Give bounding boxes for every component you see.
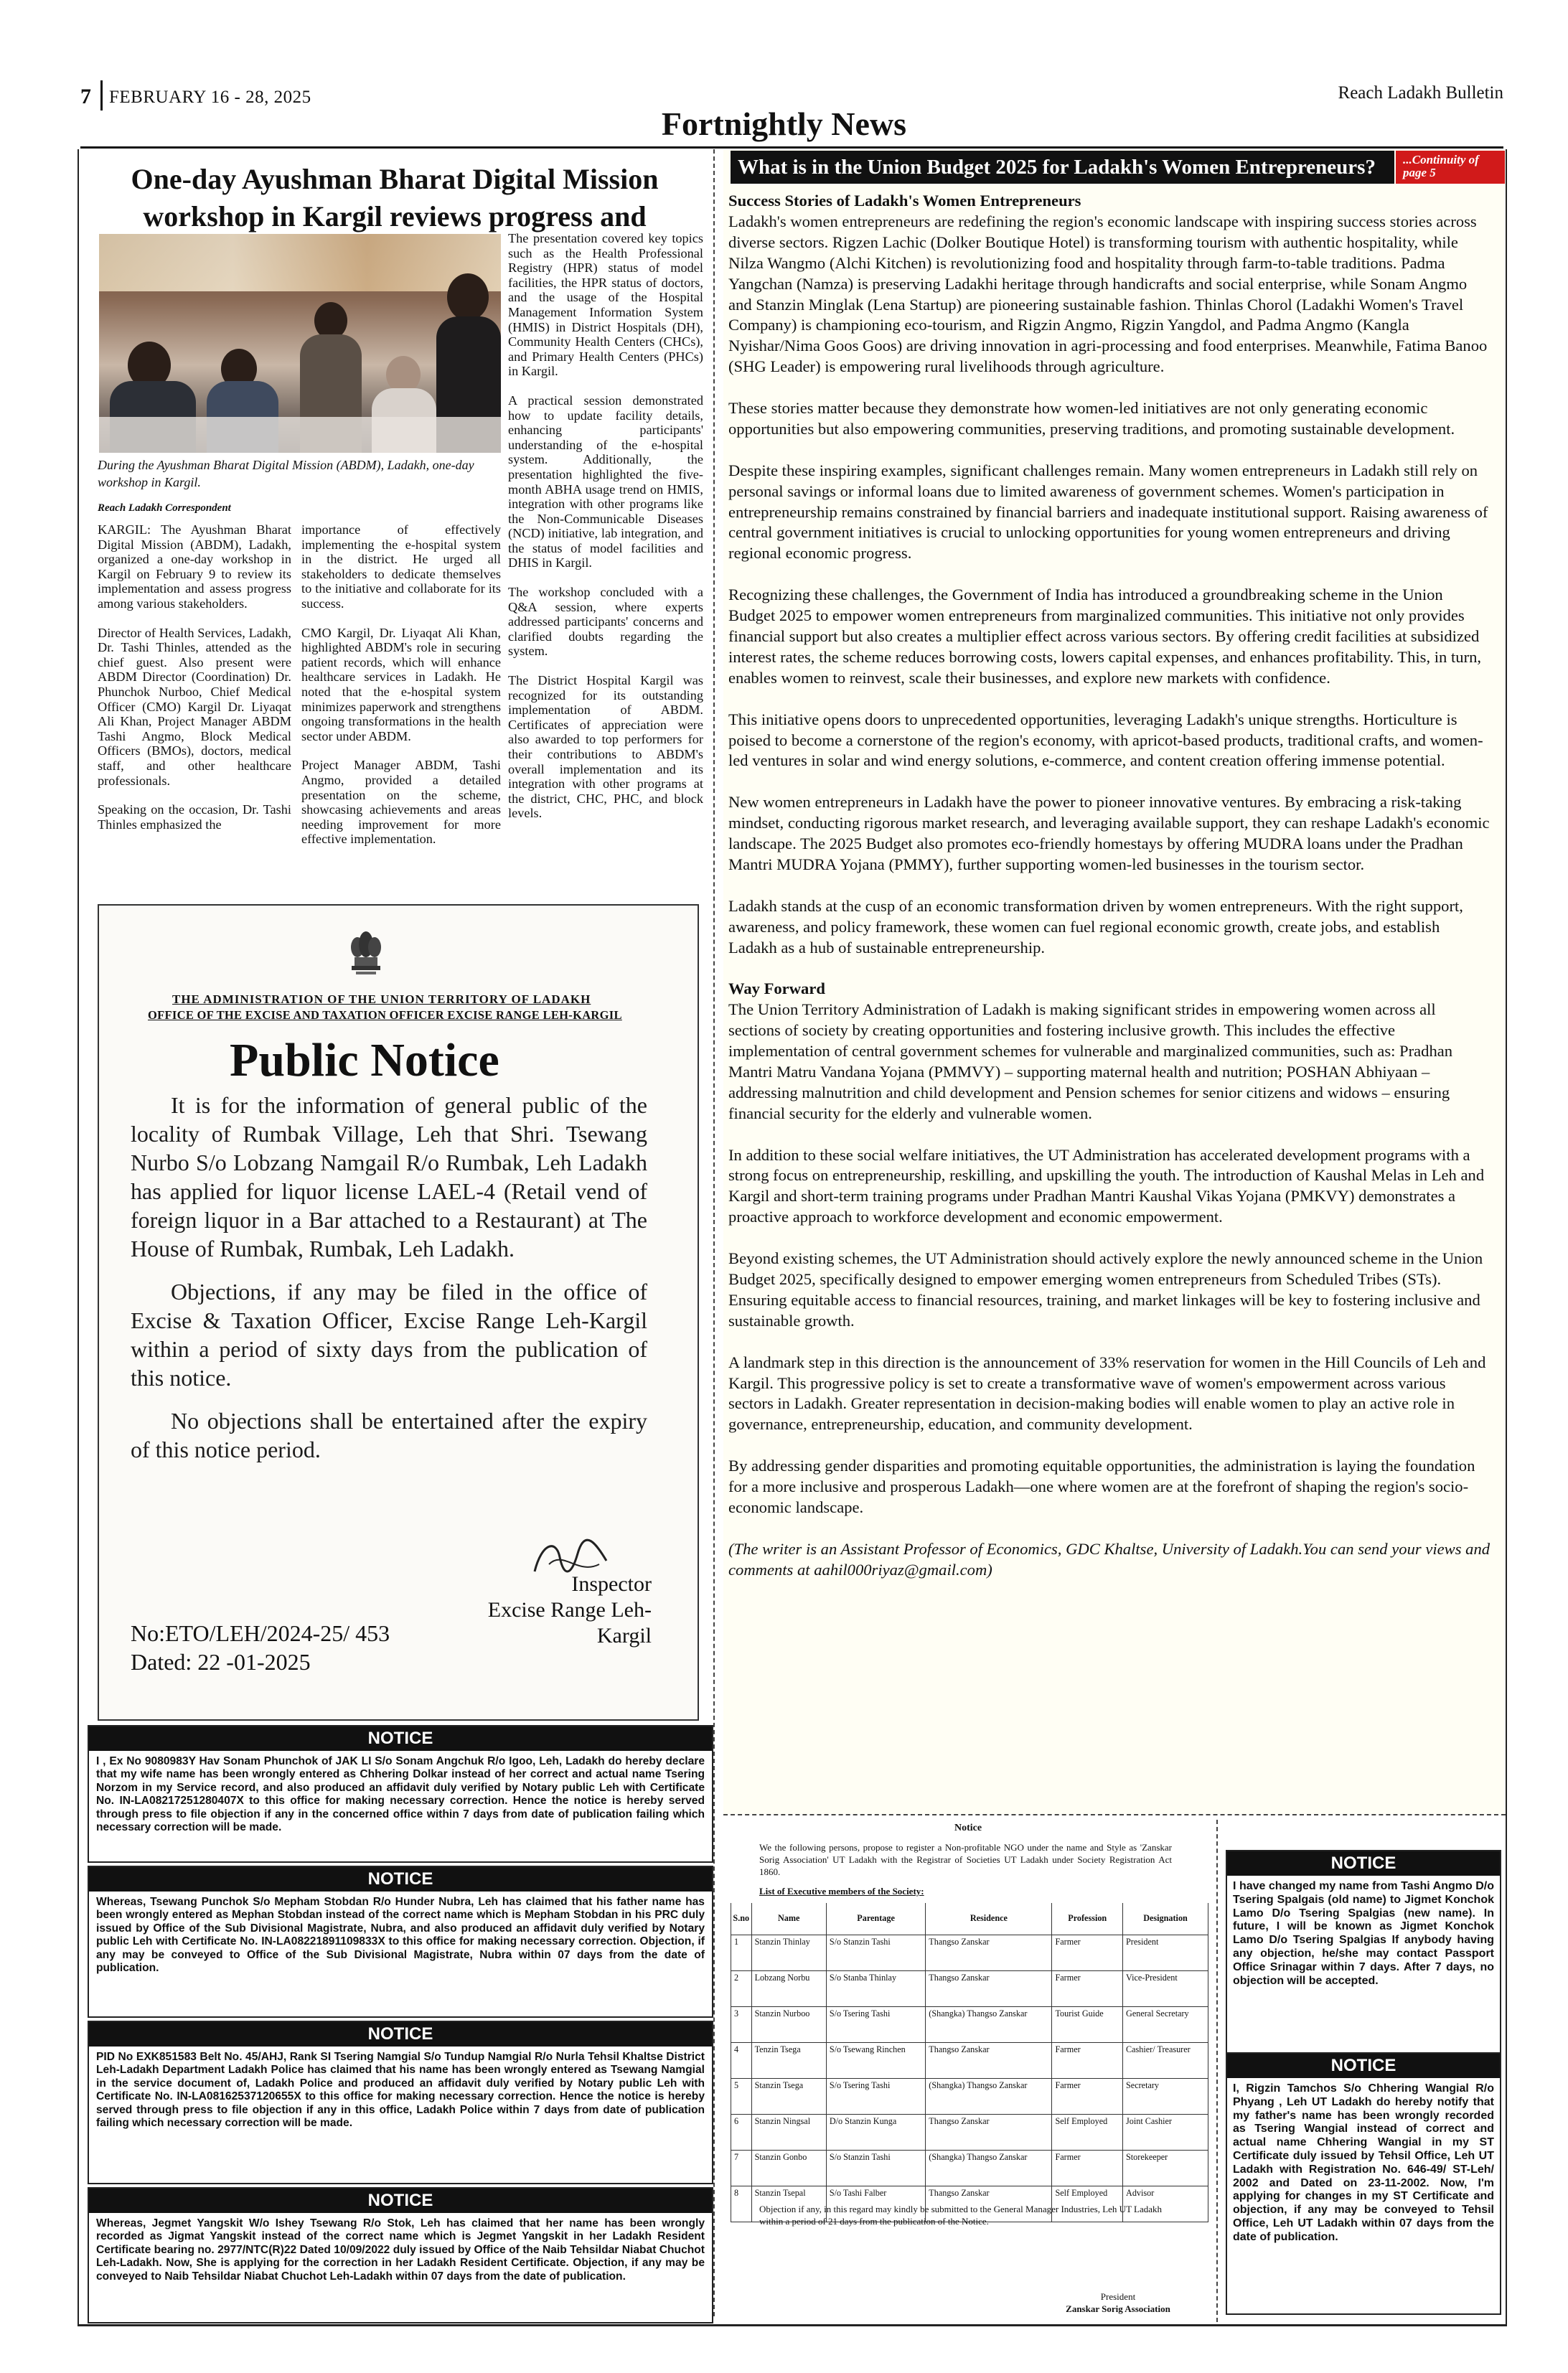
table-cell: S/o Tsering Tashi — [826, 2006, 925, 2042]
column-header: Residence — [926, 1903, 1052, 1935]
members-table — [731, 1903, 1208, 2222]
notice-block — [1226, 2052, 1501, 2315]
table-cell: Stanzin Thinlay — [751, 1935, 826, 1970]
section-title: Fortnightly News — [661, 105, 907, 142]
notice-heading: NOTICE — [89, 1867, 712, 1892]
table-cell: S/o Stanzin Tashi — [826, 1935, 925, 1970]
table-cell: 1 — [731, 1935, 752, 1970]
column-header: S.no — [731, 1903, 752, 1935]
paragraph: The District Hospital Kargil was recognized for its outstanding implementation of ABDM. Certificates of appreciation were also awarded to top performers for their contributions to ABDM's overall implementation and its integration with other programs at the district, CHC, PHC, and block levels. — [508, 673, 703, 821]
table-cell: Stanzin Tsepal — [751, 2186, 826, 2222]
paragraph: The Union Territory Administration of Ladakh is making significant strides in empowering women across all sections of society by creating opportunities and fostering inclusive growth. This includes the effective implementation of central government schemes for vulnerable and marginalized communities, such as: Pradhan Mantri Matru Vandana Yojana (PMMVY) – supporting maternal health and nutrition; POSHAN Abhiyaan – addressing malnutrition and child development and Pension schemes for senior citizens and widows – ensuring financial security for the elderly and vulnerable women. — [728, 1000, 1453, 1122]
paragraph: It is for the information of general public of the locality of Rumbak Village, Leh that Shri. Tsewang Nurbo S/o Lobzang Namgail R/o Rumbak, Leh Ladakh has applied for liquor license LAEL-4 (Retail vend of foreign liquor in a Bar attached to a Restaurant) at The House of Rumbak, Rumbak, Leh Ladakh. — [131, 1092, 647, 1261]
table-cell: S/o Tsering Tashi — [826, 2078, 925, 2114]
table-cell: President — [1123, 1935, 1208, 1970]
paragraph: The presentation covered key topics such as the Health Professional Registry (HPR) status of model facilities, the HPR status of doctors, and the usage of the Hospital Management Information System (HMIS) in District Hospitals (DH), Community Health Centers (CHCs), and Primary Health Centers (PHCs) in Kargil. — [508, 231, 703, 379]
table-cell: 5 — [731, 2078, 752, 2114]
subheading: Success Stories of Ladakh's Women Entrepreneurs — [728, 192, 1081, 210]
notice-heading: NOTICE — [1227, 1851, 1500, 1876]
article1-column-3 — [508, 231, 703, 835]
section-divider — [723, 1814, 1506, 1815]
column-header: Name — [751, 1903, 826, 1935]
public-notice-body — [131, 1091, 647, 1478]
table-cell: S/o Stanzin Tashi — [826, 2150, 925, 2186]
table-cell: Vice-President — [1123, 1970, 1208, 2006]
article1-column-2 — [301, 522, 501, 861]
table-cell: S/o Tsewang Rinchen — [826, 2042, 925, 2078]
paragraph: New women entrepreneurs in Ladakh have the power to pioneer innovative ventures. By embracing a risk-taking mindset, conducting rigorous market research, and leveraging available support, they can reshape Ladakh's economic landscape. The 2025 Budget also promotes eco-friendly homestays by offering MUDRA loans under the Pradhan Mantri MUDRA Yojana (PMMY), further supporting women-led businesses in the tourism sector. — [728, 793, 1490, 873]
table-cell: Secretary — [1123, 2078, 1208, 2114]
table-cell: Stanzin Gonbo — [751, 2150, 826, 2186]
column-divider — [713, 149, 715, 2316]
notice-block — [1226, 1850, 1501, 2058]
paragraph: Speaking on the occasion, Dr. Tashi Thinles emphasized the — [98, 802, 291, 832]
article2-headline: What is in the Union Budget 2025 for Ladakh's Women Entrepreneurs? — [731, 151, 1394, 184]
ngo-objection-note: Objection if any, in this regard may kindly be submitted to the General Manager Industries, Leh UT Ladakh within a period of 21 days from the publication of the Notice. — [759, 2204, 1163, 2227]
paragraph: Beyond existing schemes, the UT Administration should actively explore the newly announced scheme in the Union Budget 2025, specifically designed to empower emerging women entrepreneurs from Scheduled Tribes (STs). Ensuring equitable access to financial resources, training, and market linkages will be key to fostering inclusive and sustainable growth. — [728, 1249, 1483, 1330]
paragraph: These stories matter because they demonstrate how women-led initiatives are not only generating economic opportunities but also empowering communities, preserving traditions, and promoting sustainable development. — [728, 399, 1455, 438]
article1-headline: One-day Ayushman Bharat Digital Mission workshop in Kargil reviews progress and — [131, 163, 659, 232]
paragraph: No objections shall be entertained after the expiry of this notice period. — [131, 1408, 647, 1462]
paragraph: A practical session demonstrated how to update facility details, enhancing participants' understanding of the e-hospital system. Additionally, the presentation highlighted the five-month ABHA usage trend on HMIS, integration with other programs like the Non-Communicable Diseases (NCD) initiative, lab integration, and the status of model facilities and DHIS in Kargil. — [508, 393, 703, 570]
table-cell: 3 — [731, 2006, 752, 2042]
table-cell: 6 — [731, 2114, 752, 2150]
paragraph: Objections, if any may be filed in the office of Excise & Taxation Officer, Excise Range Leh-Kargil within a period of sixty days from the publication of this notice. — [131, 1279, 647, 1391]
table-cell: Thangso Zanskar — [926, 2042, 1052, 2078]
table-cell: Thangso Zanskar — [926, 2114, 1052, 2150]
notice-heading: NOTICE — [1227, 2054, 1500, 2078]
members-list-title: List of Executive members of the Society: — [759, 1886, 924, 1897]
column-header: Designation — [1123, 1903, 1208, 1935]
paragraph: importance of effectively implementing the e-hospital system in the district. He urged all stakeholders to dedicate themselves to the initiative and collaborate for its success. — [301, 522, 501, 611]
notice-reference — [131, 1619, 390, 1676]
paragraph: CMO Kargil, Dr. Liyaqat Ali Khan, highlighted ABDM's role in securing patient records, which will enhance healthcare services in Ladakh. He noted that the e-hospital system minimizes paperwork and strengthens ongoing transformations in the health sector under ABDM. — [301, 625, 501, 743]
notice-authority: THE ADMINISTRATION OF THE UNION TERRITORY OF LADAKH — [172, 992, 591, 1006]
signatory — [436, 1571, 652, 1649]
notice-block — [88, 2187, 713, 2323]
table-row — [731, 2042, 1208, 2078]
notice-text: I , Ex No 9080983Y Hav Sonam Phunchok of JAK LI S/o Sonam Angchuk R/o Igoo, Leh, Ladakh do hereby declare that my wife name has been wrongly entered as Chhering Dolkar instead of her correct and actual name Tsering Norzom in my Service record, and also produced an affidavit duly verified by Notary public Leh with Certificate No. IN-LA08217251280407X to this office for making necessary correction. Hence the notice is hereby served through press to file objection if any in the concerned office within 7 days from date of publication failing which necessary correction will be made. — [96, 1755, 705, 1834]
notice-date: Dated: 22 -01-2025 — [131, 1649, 311, 1675]
byline: Reach Ladakh Correspondent — [98, 502, 231, 514]
national-emblem-icon — [337, 926, 395, 976]
author-note: (The writer is an Assistant Professor of Economics, GDC Khaltse, University of Ladakh.You can send your views and comments at aahil000riyaz@gmail.com) — [728, 1539, 1490, 1579]
paragraph: Director of Health Services, Ladakh, Dr. Tashi Thinles, attended as the chief guest. Also present were ABDM Director (Coordination) Dr. Phunchok Nurboo, Chief Medical Officer (CMO) Kargil Dr. Liyaqat Ali Khan, Project Manager ABDM Tashi Angmo, Block Medical Officers (BMOs), doctors, medical staff, and other healthcare professionals. — [98, 625, 291, 788]
table-cell: Farmer — [1052, 2078, 1123, 2114]
article2-body — [728, 191, 1490, 1601]
notice-text: PID No EXK851583 Belt No. 45/AHJ, Rank SI Tsering Namgial S/o Tundup Namgial R/o Nurla Tehsil Khaltse District Leh-Ladakh Department Ladakh Police has claimed that his name has been wrongly entered as Tsewang Namgial in the service document of, Ladakh Police and produced an affidavit duly verified by Notary public Leh with Certificate No. IN-LA08162537120655X to this office for making necessary correction. Hence the notice is hereby served through press to file objection if any in this office, Ladakh Police within 7 days from date of publication failing which necessary correction will be made. — [96, 2051, 705, 2130]
notice-text: I, Rigzin Tamchos S/o Chhering Wangial R/o Phyang , Leh UT Ladakh do hereby notify that my father's name has been wrongly recorded as Tsering Wangial instead of correct and actual name Chhering Wangial in my ST Certificate duly issued by Tehsil Office, Leh UT Ladakh with Registration No. 646-49/ ST-Leh/ 2002 and Dated on 23-11-2002. Now, I'm applying for changes in my ST Certificate and objection, if any may be conveyed to Tehsil Office, Leh UT Ladakh within 07 days from the date of publication. — [1233, 2082, 1494, 2243]
table-cell: (Shangka) Thangso Zanskar — [926, 2006, 1052, 2042]
photo-caption: During the Ayushman Bharat Digital Mission (ABDM), Ladakh, one-day workshop in Kargil. — [98, 458, 474, 489]
paragraph: In addition to these social welfare initiatives, the UT Administration has accelerated development programs with a strong focus on entrepreneurship, reskilling, and upskilling the youth. The introduction of Kaushal Melas in Leh and Kargil and short-term training programs under Pradhan Mantri Kaushal Vikas Yojana (PMKVY) demonstrates a proactive approach to workforce development and economic empowerment. — [728, 1145, 1485, 1226]
table-cell: Advisor — [1123, 2186, 1208, 2222]
ngo-president-label: President — [1100, 2291, 1136, 2302]
table-cell: Storekeeper — [1123, 2150, 1208, 2186]
table-cell: Stanzin Nurboo — [751, 2006, 826, 2042]
table-cell: Farmer — [1052, 2042, 1123, 2078]
notice-office: OFFICE OF THE EXCISE AND TAXATION OFFICER EXCISE RANGE LEH-KARGIL — [148, 1008, 622, 1022]
article1-column-1 — [98, 522, 291, 846]
table-cell: Lobzang Norbu — [751, 1970, 826, 2006]
notice-heading: NOTICE — [89, 1726, 712, 1751]
table-cell: Tourist Guide — [1052, 2006, 1123, 2042]
members-table-body — [731, 1935, 1208, 2222]
photo-ceiling — [99, 234, 501, 291]
ngo-notice-title: Notice — [954, 1823, 982, 1833]
table-row — [731, 2006, 1208, 2042]
table-cell: S/o Tashi Falber — [826, 2186, 925, 2222]
paragraph: Recognizing these challenges, the Government of India has introduced a groundbreaking scheme in the Union Budget 2025 to empower women entrepreneurs from marginalized communities. This initiative not only provides financial support but also creates a multiplier effect across various sectors. By offering credit facilities at subsidized interest rates, the scheme reduces borrowing costs, lowers capital expenses, and enhances profitability. This, in turn, enables women to reinvest, scale their businesses, and explore new markets with confidence. — [728, 586, 1482, 687]
page-number: 7 — [80, 85, 91, 108]
table-row — [731, 2078, 1208, 2114]
table-cell: Stanzin Tsega — [751, 2078, 826, 2114]
issue-date: FEBRUARY 16 - 28, 2025 — [109, 88, 311, 107]
workshop-photo — [99, 234, 501, 453]
notice-block — [88, 2021, 713, 2184]
paragraph: Ladakh's women entrepreneurs are redefining the region's economic landscape with inspiring success stories across diverse sectors. Rigzen Lachic (Dolker Boutique Hotel) is transforming tourism with authentic hospitality, while Nilza Wangmo (Alchi Kitchen) is revolutionizing food and hospitality through farm-to-table traditions. Padma Yangchan (Namza) is preserving Ladakhi heritage through handicrafts and social enterprise, while Sonam Angmo and Stanzin Minglak (Lena Startup) are pioneering sustainable fashion. Thinlas Chorol (Ladakhi Women's Travel Company) is championing eco-tourism, and Rigzin Angmo, Rigzin Yangdol, and Padma Angmo (Kangla Nyishar/Nima Goos Goos) are driving innovation in agri-processing and food enterprises. Meanwhile, Fatima Banoo (SHG Leader) is empowering rural livelihoods through agriculture. — [728, 212, 1488, 376]
public-notice-title: Public Notice — [230, 1034, 499, 1086]
table-row — [731, 1935, 1208, 1970]
paragraph: By addressing gender disparities and promoting equitable opportunities, the administration is laying the foundation for a more inclusive and prosperous Ladakh—one where women are at the forefront of shaping the region's socio-economic landscape. — [728, 1457, 1475, 1516]
paragraph: Project Manager ABDM, Tashi Angmo, provided a detailed presentation on the scheme, showcasing achievements and areas needing improvement for more effective implementation. — [301, 758, 501, 847]
table-cell: Stanzin Ningsal — [751, 2114, 826, 2150]
table-cell: Farmer — [1052, 2150, 1123, 2186]
table-cell: Self Employed — [1052, 2114, 1123, 2150]
table-row — [731, 2114, 1208, 2150]
paragraph: A landmark step in this direction is the announcement of 33% reservation for women in the Hill Councils of Leh and Kargil. This progressive policy is set to create a transformative wave of women's empowerment across various sectors in Ladakh. Greater representation in decision-making bodies will enable women to play an active role in governance, entrepreneurship, education, and community development. — [728, 1353, 1486, 1434]
table-cell: 4 — [731, 2042, 752, 2078]
notice-text: Whereas, Jegmet Yangskit W/o Ishey Tsewang R/o Stok, Leh has claimed that her name has been wrongly recorded as Jigmat Yangskit instead of the correct name which is Jegmet Yangskit in her Ladakh Resident Certificate bearing no. 2977/NTC(R)22 Dated 10/09/2022 duly issued by Office of the Naib Tehsildar Niabat Chuchot Leh-Ladakh. Now, She is applying for the correction in her Ladakh Resident Certificate. Objection, if any may be conveyed to Naib Tehsildar Niabat Chuchot Leh-Ladakh within 07 days from the date of publication. — [96, 2217, 705, 2283]
table-row — [731, 2150, 1208, 2186]
table-cell: Farmer — [1052, 1970, 1123, 2006]
table-cell: General Secretary — [1123, 2006, 1208, 2042]
inspector-label: Inspector — [571, 1572, 652, 1596]
notice-heading: NOTICE — [89, 2189, 712, 2213]
column-header: Parentage — [826, 1903, 925, 1935]
column-header: Profession — [1052, 1903, 1123, 1935]
publication-name: Reach Ladakh Bulletin — [1338, 83, 1503, 103]
subheading: Way Forward — [728, 979, 825, 998]
table-cell: (Shangka) Thangso Zanskar — [926, 2150, 1052, 2186]
photo-table — [99, 417, 501, 453]
table-cell: D/o Stanzin Kunga — [826, 2114, 925, 2150]
table-cell: 8 — [731, 2186, 752, 2222]
paragraph: The workshop concluded with a Q&A session, where experts addressed participants' concerns and clarified doubts regarding the system. — [508, 585, 703, 659]
paragraph: This initiative opens doors to unprecedented opportunities, leveraging Ladakh's unique strengths. Horticulture is poised to become a cornerstone of the region's economy, with apricot-based products, traditional crafts, and women-led ventures in solar and wind energy solutions, e-commerce, and content creation offering immense potential. — [728, 710, 1483, 770]
notice-block — [88, 1866, 713, 2018]
table-cell: Cashier/ Treasurer — [1123, 2042, 1208, 2078]
table-cell: Self Employed — [1052, 2186, 1123, 2222]
notice-number: No:ETO/LEH/2024-25/ 453 — [131, 1620, 390, 1646]
table-cell: Tenzin Tsega — [751, 2042, 826, 2078]
paragraph: KARGIL: The Ayushman Bharat Digital Mission (ABDM), Ladakh, organized a one-day workshop in Kargil on February 9 to review its implementation and assess progress among various stakeholders. — [98, 522, 291, 611]
table-row — [731, 1970, 1208, 2006]
table-header-row — [731, 1903, 1208, 1935]
paragraph: Ladakh stands at the cusp of an economic transformation driven by women entrepreneurs. With the right support, awareness, and policy framework, these women can fuel regional economic growth, create jobs, and establish Ladakh as a hub of sustainable entrepreneurship. — [728, 896, 1463, 957]
continuity-tag: ...Continuity of page 5 — [1396, 151, 1505, 184]
table-cell: Thangso Zanskar — [926, 2186, 1052, 2222]
column-divider — [1216, 1820, 1218, 2322]
notice-text: Whereas, Tsewang Punchok S/o Mepham Stobdan R/o Hunder Nubra, Leh has claimed that his father name has been wrongly entered as Mephan Stobdan instead of the correct name which is Mepham Stobdan in his PRC duly issued by Office of the Sub Divisional Magistrate, Nubra, and also produced an affidavit duly verified by Notary public Leh with Certificate No. IN-LA08221891109833X to this office for making necessary correction. Objection, if any may be conveyed to Office of the Sub Divisional Magistrate, Nubra within 07 days from the date of publication. — [96, 1896, 705, 1975]
range-label: Excise Range Leh-Kargil — [487, 1598, 652, 1648]
table-cell: Farmer — [1052, 1935, 1123, 1970]
table-cell: S/o Stanba Thinlay — [826, 1970, 925, 2006]
table-cell: Joint Cashier — [1123, 2114, 1208, 2150]
table-cell: (Shangka) Thangso Zanskar — [926, 2078, 1052, 2114]
table-cell: Thangso Zanskar — [926, 1935, 1052, 1970]
photo-person — [447, 273, 489, 321]
notice-heading: NOTICE — [89, 2022, 712, 2047]
paragraph: Despite these inspiring examples, significant challenges remain. Many women entrepreneurs in Ladakh still rely on personal savings or informal loans due to limited awareness of government schemes. Women's participation in entrepreneurship remains constrained by financial barriers and inadequate institutional support. Raising awareness of central government initiatives is crucial to unlocking opportunities for young women entrepreneurs and driving regional economic progress. — [728, 461, 1488, 563]
table-cell: 2 — [731, 1970, 752, 2006]
ngo-notice-intro: We the following persons, propose to register a Non-profitable NGO under the name and Style as 'Zanskar Sorig Association' UT Ladakh with the Registrar of Societies UT Ladakh under Society Registration Act 1860. — [759, 1842, 1172, 1877]
table-cell: Thangso Zanskar — [926, 1970, 1052, 2006]
notice-text: I have changed my name from Tashi Angmo D/o Tsering Spalgais (old name) to Jigmet Konchok Lamo D/o Tsering Spalgias (new name). In future, I will be known as Jigmet Konchok Lamo D/o Tsering Spalgias If anybody having any objection, he/she may contact Passport Office Srinagar within 7 days. After 7 days, no objection will be accepted. — [1233, 1880, 1494, 1987]
ngo-organisation-name: Zanskar Sorig Association — [1066, 2303, 1170, 2314]
table-cell: 7 — [731, 2150, 752, 2186]
header-rule — [80, 146, 1503, 149]
notice-block — [88, 1725, 713, 1863]
